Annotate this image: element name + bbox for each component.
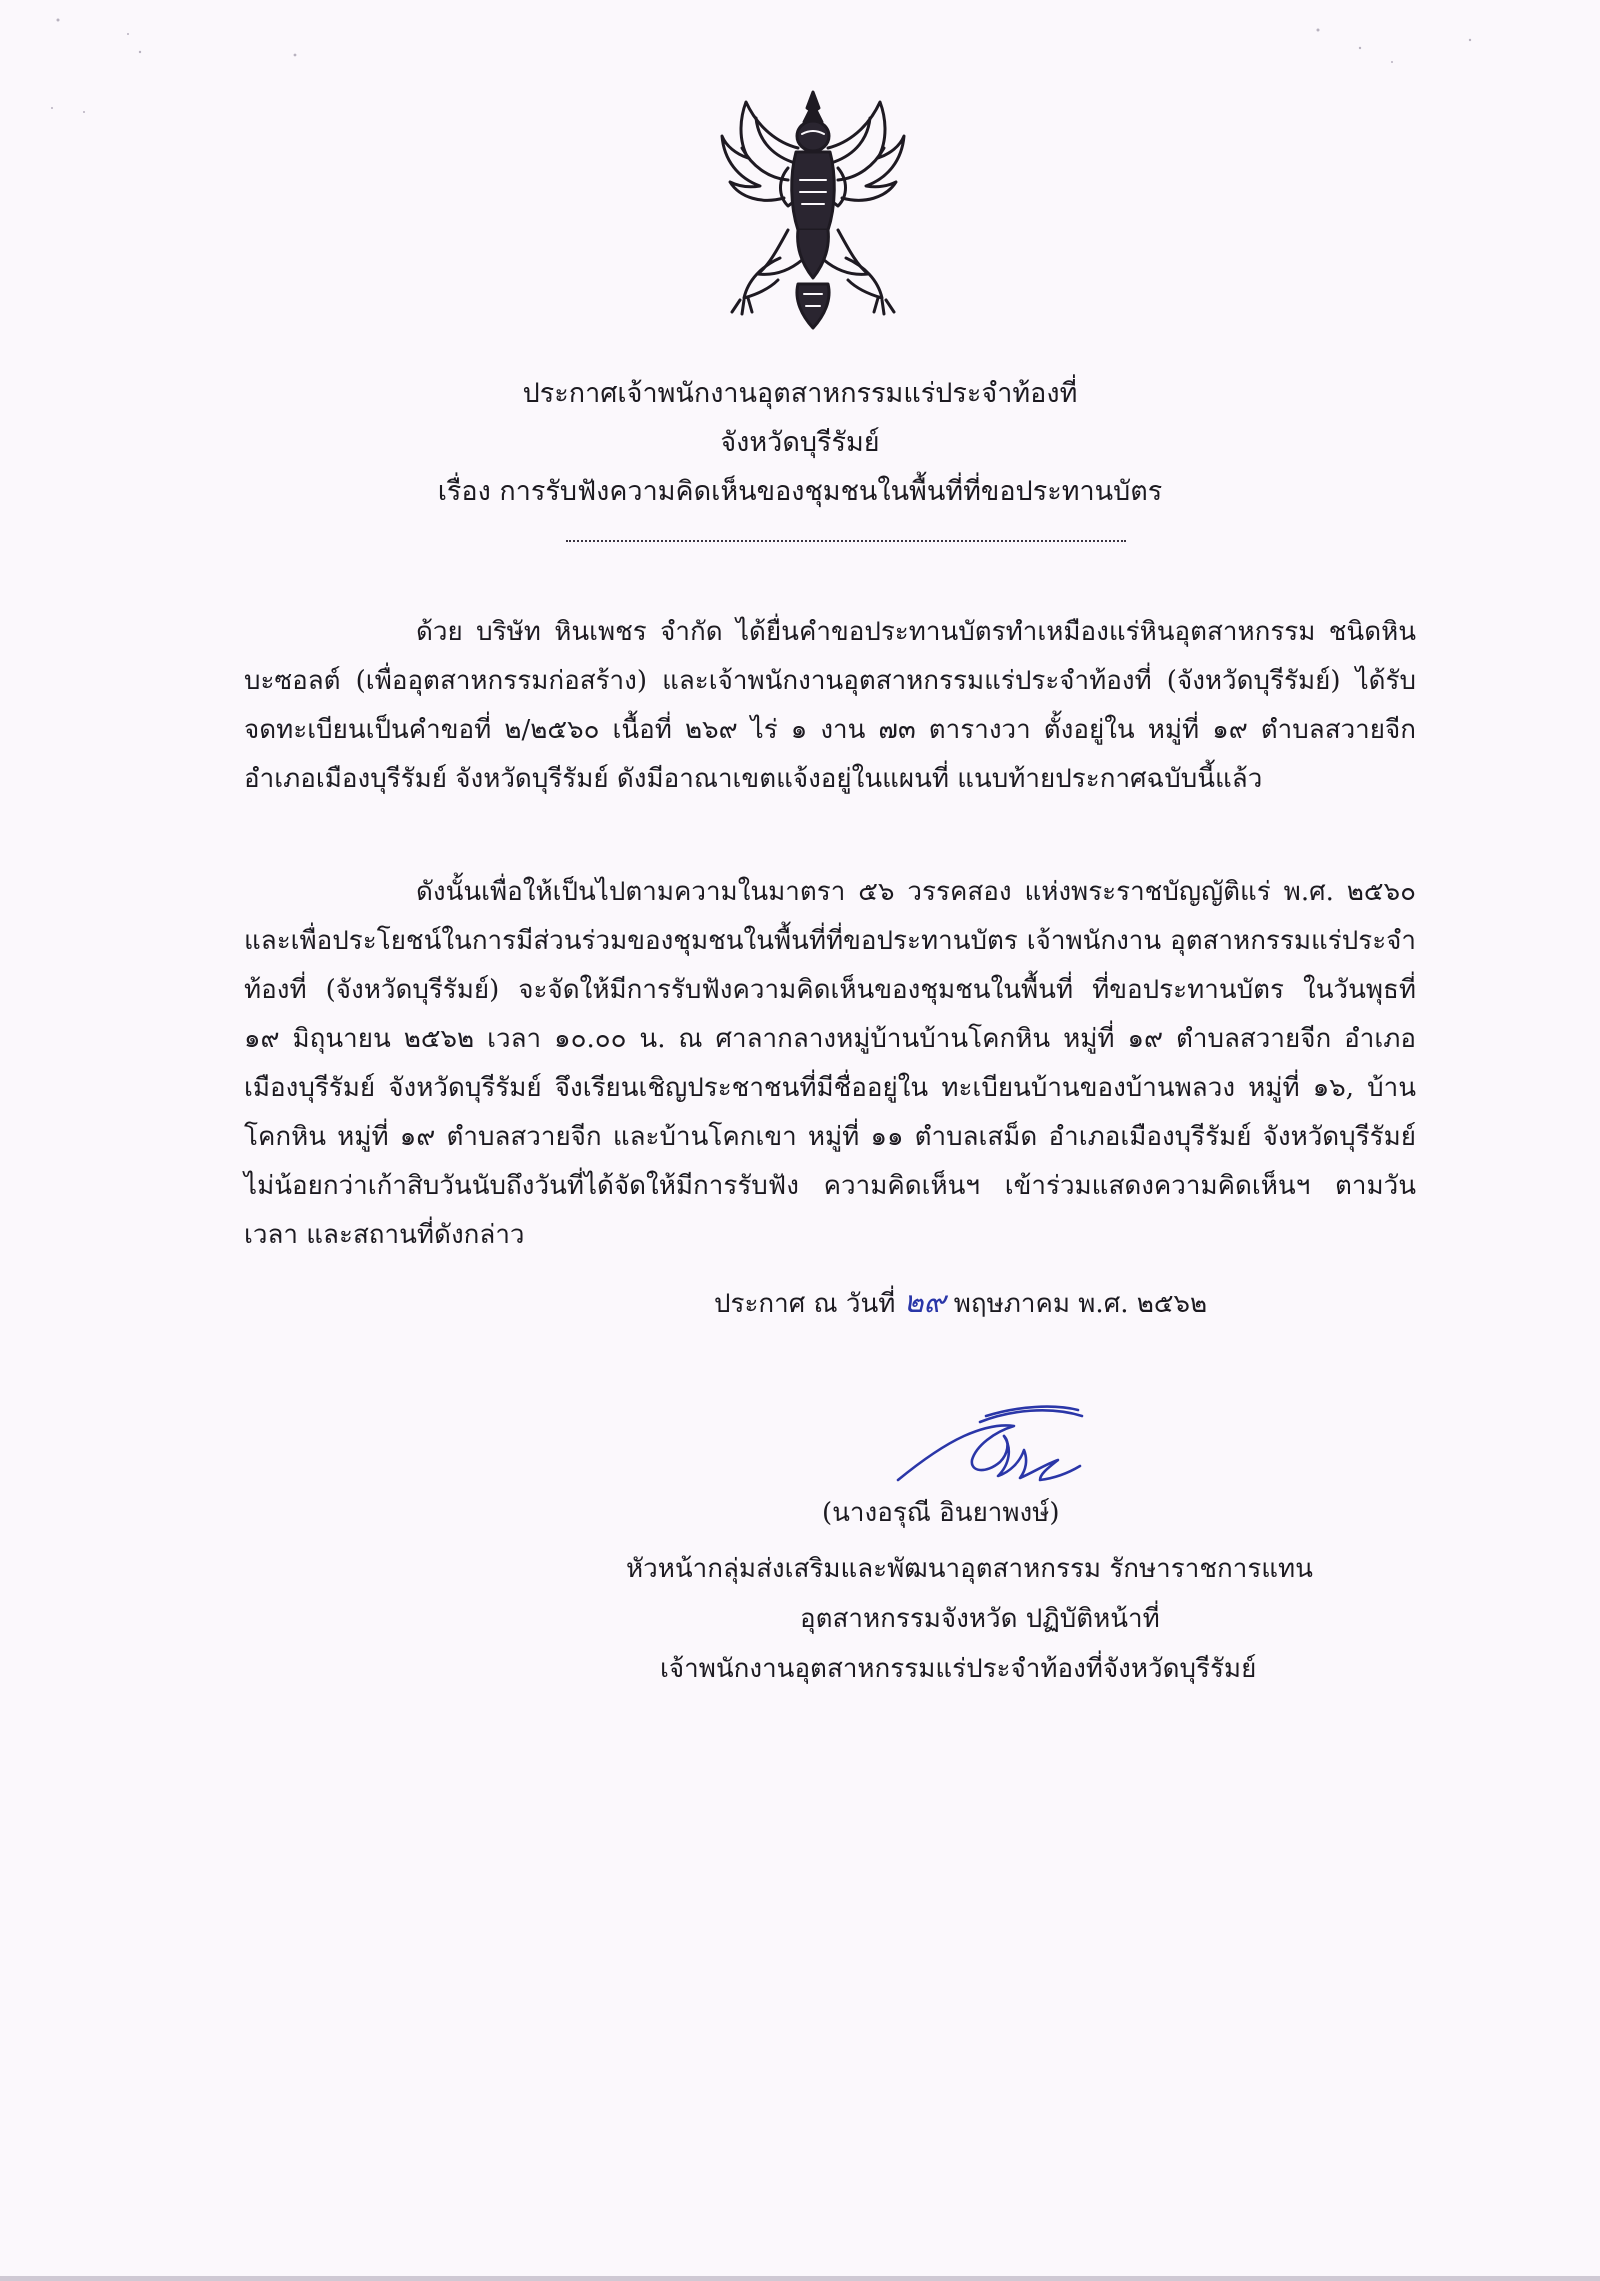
date-line: [714, 1285, 1208, 1320]
signatory-position-1: หัวหน้ากลุ่มส่งเสริมและพัฒนาอุตสาหกรรม รักษาราชการแทน: [626, 1554, 1313, 1584]
signatory-name: (นางอรุณี อินยาพงษ์): [822, 1498, 1060, 1528]
signatory-position-2: อุตสาหกรรมจังหวัด ปฏิบัติหน้าที่: [800, 1604, 1160, 1634]
garuda-emblem-icon: [718, 88, 908, 333]
subject-title: เรื่อง การรับฟังความคิดเห็นของชุมชนในพื้นที่ที่ขอประทานบัตร: [437, 476, 1163, 507]
announcement-title: ประกาศเจ้าพนักงานอุตสาหกรรมแร่ประจำท้องที่: [522, 378, 1078, 409]
date-month-year: พฤษภาคม พ.ศ. ๒๕๖๒: [953, 1289, 1208, 1319]
body-paragraph-2: ดังนั้นเพื่อให้เป็นไปตามความในมาตรา ๕๖ วรรคสอง แห่งพระราชบัญญัติแร่ พ.ศ. ๒๕๖๐ และเพื่อประโยชน์ในการมีส่วนร่วมของชุมชนในพื้นที่ที่ขอประทานบัตร เจ้าพนักงาน อุตสาหกรรมแร่ประจำท้องที่ (จังหวัดบุรีรัมย์) จะจัดให้มีการรับฟังความคิดเห็นของชุมชนในพื้นที่ ที่ขอประทานบัตร ในวันพุธที่ ๑๙ มิถุนายน ๒๕๖๒ เวลา ๑๐.๐๐ น. ณ ศาลากลางหมู่บ้านบ้านโคกหิน หมู่ที่ ๑๙ ตำบลสวายจีก อำเภอเมืองบุรีรัมย์ จังหวัดบุรีรัมย์ จึงเรียนเชิญประชาชนที่มีชื่ออยู่ใน ทะเบียนบ้านของบ้านพลวง หมู่ที่ ๑๖, บ้านโคกหิน หมู่ที่ ๑๙ ตำบลสวายจีก และบ้านโคกเขา หมู่ที่ ๑๑ ตำบลเสม็ด อำเภอเมืองบุรีรัมย์ จังหวัดบุรีรัมย์ ไม่น้อยกว่าเก้าสิบวันนับถึงวันที่ได้จัดให้มีการรับฟัง ความคิดเห็นฯ เข้าร่วมแสดงความคิดเห็นฯ ตามวัน เวลา และสถานที่ดังกล่าว: [244, 877, 1416, 1250]
date-prefix: ประกาศ ณ วันที่: [714, 1289, 896, 1319]
body-paragraph-1: ด้วย บริษัท หินเพชร จำกัด ได้ยื่นคำขอประทานบัตรทำเหมืองแร่หินอุตสาหกรรม ชนิดหินบะซอลต์ (เพื่ออุตสาหกรรมก่อสร้าง) และเจ้าพนักงานอุตสาหกรรมแร่ประจำท้องที่ (จังหวัดบุรีรัมย์) ได้รับจดทะเบียนเป็นคำขอที่ ๒/๒๕๖๐ เนื้อที่ ๒๖๙ ไร่ ๑ งาน ๗๓ ตารางวา ตั้งอยู่ใน หมู่ที่ ๑๙ ตำบลสวายจีก อำเภอเมืองบุรีรัมย์ จังหวัดบุรีรัมย์ ดังมีอาณาเขตแจ้งอยู่ในแผนที่ แนบท้ายประกาศฉบับนี้แล้ว: [244, 617, 1416, 794]
signature-scribble-icon: [890, 1402, 1090, 1492]
scan-bottom-edge: [0, 2276, 1600, 2281]
province-title: จังหวัดบุรีรัมย์: [720, 427, 880, 458]
handwritten-day: ๒๙: [903, 1285, 946, 1320]
dotted-divider: [566, 540, 1126, 542]
signatory-position-3: เจ้าพนักงานอุตสาหกรรมแร่ประจำท้องที่จังหวัดบุรีรัมย์: [660, 1654, 1257, 1684]
